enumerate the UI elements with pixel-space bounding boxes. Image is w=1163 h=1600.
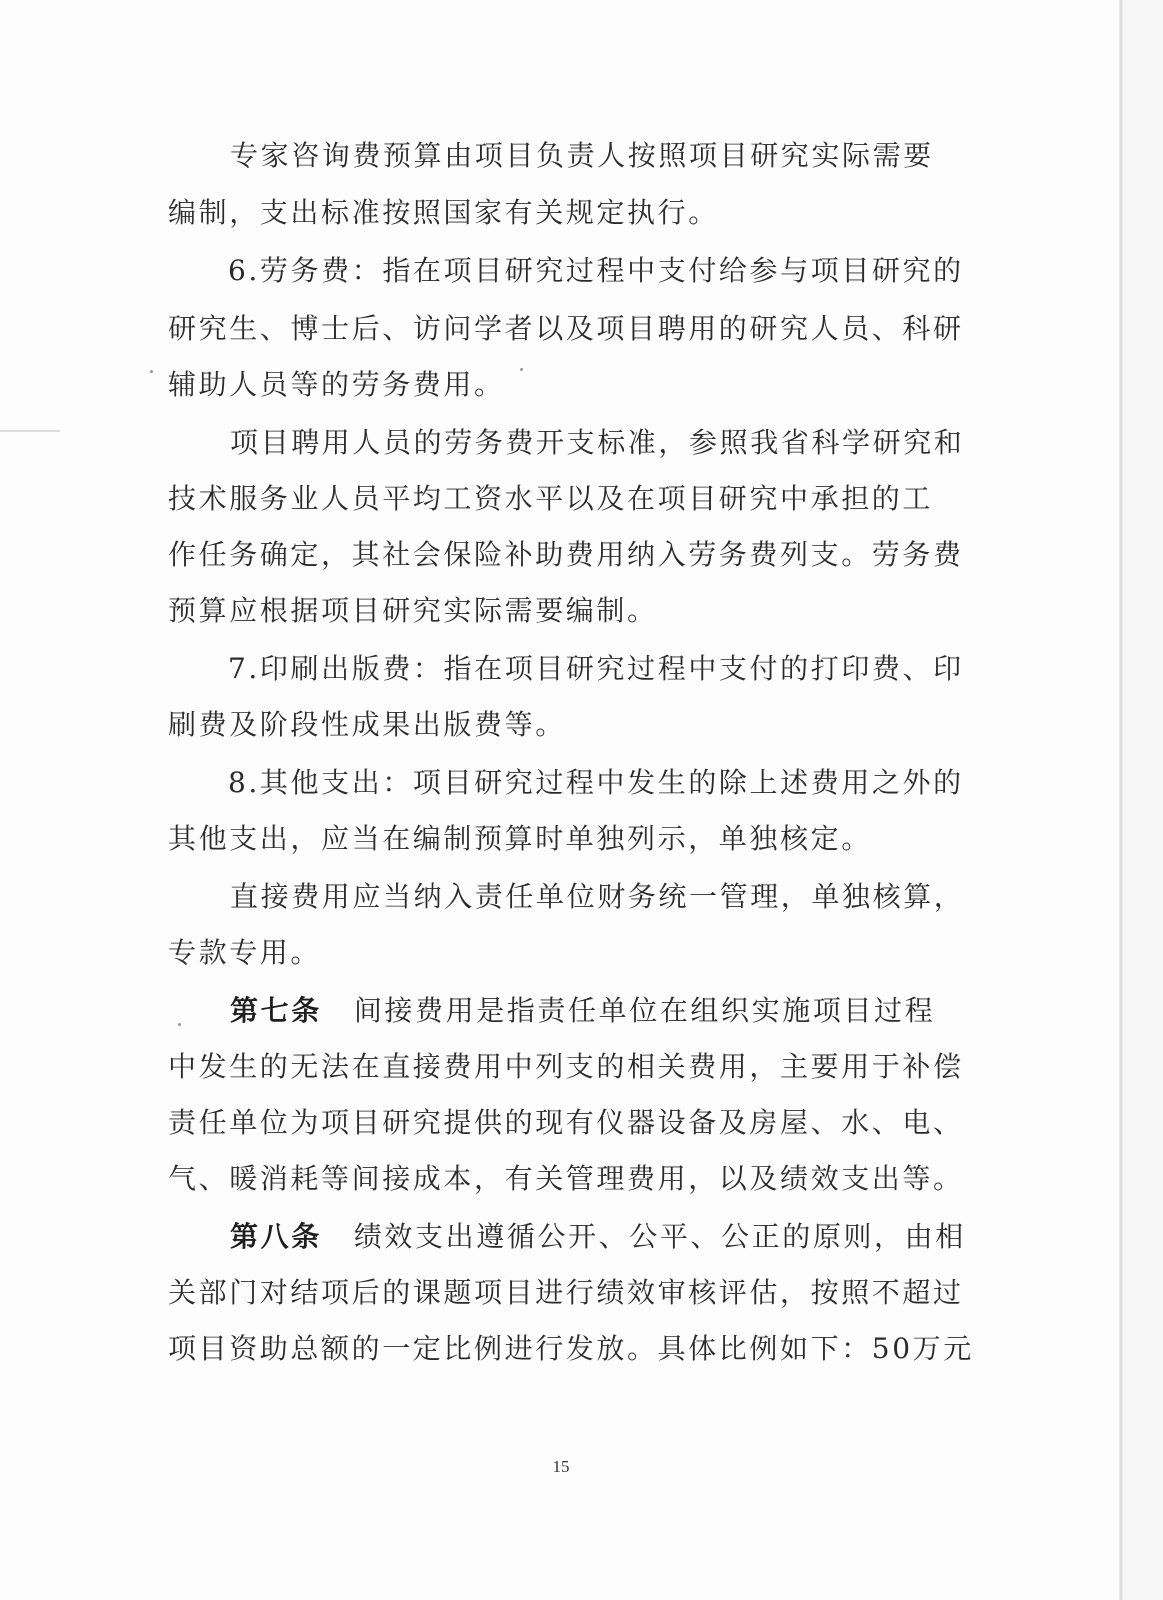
- scan-edge-line: [1119, 0, 1123, 1600]
- article-8-title: 第八条: [230, 1220, 322, 1253]
- scan-speck: [520, 368, 523, 371]
- body-line-2: 编制，支出标准按照国家有关规定执行。: [168, 196, 719, 229]
- body-line-3: 6.劳务费：指在项目研究过程中支付给参与项目研究的: [228, 254, 964, 287]
- scan-speck: [178, 1023, 181, 1026]
- body-line-9: 预算应根据项目研究实际需要编制。: [168, 594, 658, 627]
- body-line-18: 责任单位为项目研究提供的现有仪器设备及房屋、水、电、: [168, 1106, 964, 1139]
- page-number: 15: [552, 1457, 570, 1476]
- scan-speck: [150, 370, 153, 373]
- article-8-line: [230, 1218, 966, 1256]
- body-line-11: 刷费及阶段性成果出版费等。: [168, 708, 566, 741]
- body-line-6: 项目聘用人员的劳务费开支标准，参照我省科学研究和: [230, 426, 965, 459]
- article-7-line: [230, 992, 935, 1030]
- body-line-21: 关部门对结项后的课题项目进行绩效审核评估，按照不超过: [168, 1276, 964, 1309]
- body-line-4: 研究生、博士后、访问学者以及项目聘用的研究人员、科研: [168, 312, 964, 345]
- body-line-17: 中发生的无法在直接费用中列支的相关费用，主要用于补偿: [168, 1050, 964, 1083]
- article-8-text: 绩效支出遵循公开、公平、公正的原则，由相: [353, 1220, 966, 1253]
- body-line-12: 8.其他支出：项目研究过程中发生的除上述费用之外的: [228, 766, 964, 799]
- article-7-text: 间接费用是指责任单位在组织实施项目过程: [353, 994, 936, 1027]
- body-line-5: 辅助人员等的劳务费用。: [168, 368, 505, 401]
- body-line-13: 其他支出，应当在编制预算时单独列示，单独核定。: [168, 822, 872, 855]
- body-line-7: 技术服务业人员平均工资水平以及在项目研究中承担的工: [168, 482, 934, 515]
- scan-artifact: [0, 430, 60, 432]
- body-line-1: 专家咨询费预算由项目负责人按照项目研究实际需要: [230, 139, 934, 172]
- body-line-8: 作任务确定，其社会保险补助费用纳入劳务费列支。劳务费: [168, 538, 964, 571]
- body-line-10: 7.印刷出版费：指在项目研究过程中支付的打印费、印: [228, 652, 964, 685]
- body-line-22: 项目资助总额的一定比例进行发放。具体比例如下：50万元: [168, 1332, 974, 1365]
- body-line-19: 气、暖消耗等间接成本，有关管理费用，以及绩效支出等。: [168, 1162, 964, 1195]
- body-line-14: 直接费用应当纳入责任单位财务统一管理，单独核算，: [230, 880, 965, 913]
- body-line-15: 专款专用。: [168, 936, 322, 969]
- scan-border: [1123, 0, 1163, 1600]
- article-7-title: 第七条: [230, 994, 322, 1027]
